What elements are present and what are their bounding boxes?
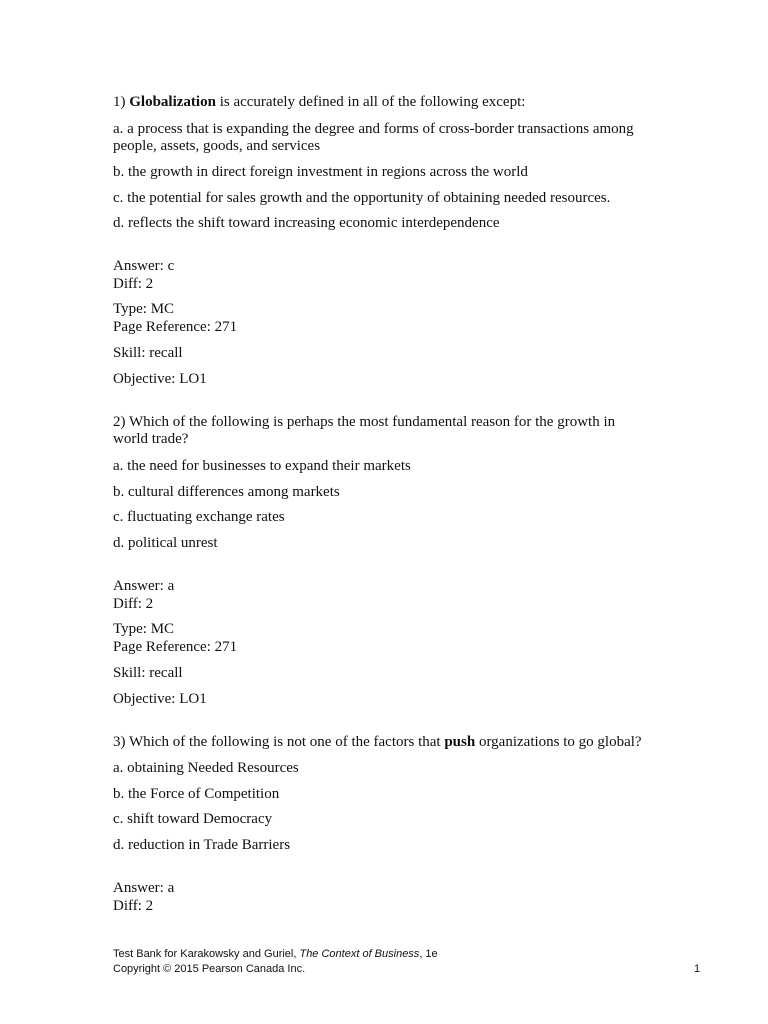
question-1-stem: 1) Globalization is accurately defined in all of the following except: [113,94,526,110]
question-1-keyword: Globalization [129,94,216,110]
question-1-diff: Diff: 2 [113,276,154,292]
question-1-option: c. the potential for sales growth and the opportunity of obtaining needed resources. [113,190,611,206]
question-2-option: d. political unrest [113,535,218,551]
question-2-stem: 2) Which of the following is perhaps the most fundamental reason for the growth in [113,414,616,430]
footer-book-title: The Context of Business [299,948,420,960]
question-2-diff: Diff: 2 [113,596,154,612]
question-1-skill: Skill: recall [113,345,183,361]
question-1-objective: Objective: LO1 [113,371,207,387]
footer-test-bank: Test Bank for Karakowsky and Guriel, The Context of Business, 1e [113,948,438,960]
footer-copyright: Copyright © 2015 Pearson Canada Inc. [113,963,306,975]
question-2-objective: Objective: LO1 [113,691,207,707]
page-number: 1 [694,963,701,975]
question-1-answer: Answer: c [113,258,175,274]
question-2-option: c. fluctuating exchange rates [113,509,285,525]
question-3-option: c. shift toward Democracy [113,811,273,827]
question-2-stem-cont: world trade? [113,431,189,447]
question-2-option: a. the need for businesses to expand their markets [113,458,411,474]
question-1-option: d. reflects the shift toward increasing economic interdependence [113,215,500,231]
question-1-type: Type: MC [113,301,175,317]
question-2-option: b. cultural differences among markets [113,484,340,500]
question-3-keyword: push [444,734,476,750]
question-3-answer: Answer: a [113,880,175,896]
question-3-option: b. the Force of Competition [113,786,280,802]
question-1-option: people, assets, goods, and services [113,138,321,154]
question-3-option: d. reduction in Trade Barriers [113,837,291,853]
question-1-option: a. a process that is expanding the degree and forms of cross-border transactions among [113,121,634,137]
question-3-option: a. obtaining Needed Resources [113,760,299,776]
question-3-diff: Diff: 2 [113,898,154,914]
question-2-type: Type: MC [113,621,175,637]
question-1-page-ref: Page Reference: 271 [113,319,238,335]
question-2-answer: Answer: a [113,578,175,594]
question-2-skill: Skill: recall [113,665,183,681]
question-3-stem: 3) Which of the following is not one of the factors that push organizations to go global? [113,734,642,750]
question-1-option: b. the growth in direct foreign investment in regions across the world [113,164,528,180]
question-2-page-ref: Page Reference: 271 [113,639,238,655]
